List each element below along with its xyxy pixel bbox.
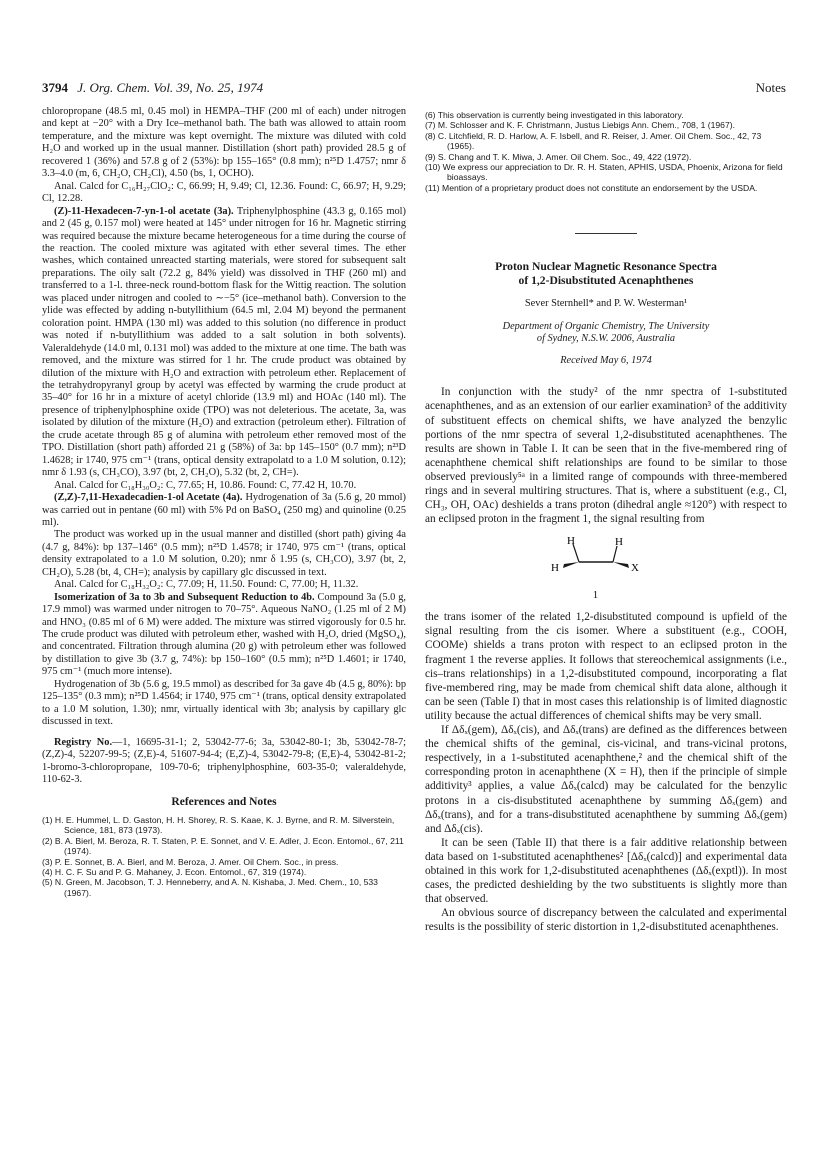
structure-1-drawing — [537, 532, 657, 606]
affiliation-line: of Sydney, N.S.W. 2006, Australia — [536, 333, 676, 345]
paragraph — [42, 592, 406, 679]
journal-citation: J. Org. Chem. Vol. 39, No. 25, 1974 — [77, 80, 264, 95]
section-label: Notes — [755, 80, 786, 95]
paragraph: It can be seen (Table II) that there is a fair additive relationship between data based on 1-substituted acenaphthenes² [Δδₓ(calcd)] and experimental data obtained in this work for 1,2-disubstituted acenaphthenes (Δδₓ(exptl)). In most cases, the predicted deshielding by the two substituents is slightly more than that observed. — [425, 836, 787, 906]
paragraph — [42, 492, 406, 529]
header-left — [42, 80, 263, 96]
article-authors: Sever Sternhell* and P. W. Westerman¹ — [524, 298, 688, 310]
paragraph: If Δδₓ(gem), Δδₓ(cis), and Δδₓ(trans) are defined as the differences between the chemical shifts of the geminal, cis-vicinal, and trans-vicinal protons, respectively, in a 1-substituted acenaphthene,² and the chemical shift of the corresponding proton in acenaphthene (X = H), then if the principle of simple additivity³ applies, a value Δδₓ(calcd) may be calculated for the benzylic protons in a cis-disubstituted acenaphthene by summing Δδₓ(gem) and Δδₓ(trans), and for a trans-disubstituted acenaphthene by summing Δδₓ(gem) and Δδₓ(cis). — [425, 724, 787, 835]
atom-label-x: X — [631, 562, 639, 575]
reference-item: (5) N. Green, M. Jacobson, T. J. Henneberry, and A. N. Kishaba, J. Med. Chem., 10, 533 (1967). — [42, 877, 378, 898]
procedure-text: Triphenylphosphine (43.3 g, 0.165 mol) and 2 (45 g, 0.157 mol) were heated at 145° under nitrogen for 16 hr. Magnetic stirring was required because the mixture became heterogeneous for a time during the course of the reaction. The cooled mixture was agitated with ether several times. The ether washes, which contained unreacted starting materials, were stored for subsequent salt preparations. The oily salt (72.2 g, 84% yield) was dissolved in THF (260 ml) and transferred to a 1-l. three-neck round-bottom flask for the Wittig reaction. The solution was placed under nitrogen and cooled to ∼−5° (ice–methanol bath). Conversion to the ylide was effected by adding n-butyllithium (64.5 ml, 2.04 M) beyond the permanent coloration point. HMPA (130 ml) was added to this solution (no difference in product was noted if n-butyllithium was added to a salt solution in both solvents). Valeraldehyde (14.0 ml, 0.131 mol) was added to the mixture at one time. The bath was removed, and the mixture was stirred for 1 hr. The crude product was obtained by dilution of the mixture with H₂O and extraction with petroleum ether. Replacement of the tetrahydropyranyl group by acetyl was effected by warming the crude product at 35–40° for 16 hr in a mixture of acetyl chloride (13.9 ml) and HOAc (140 ml). The presence of triphenylphosphine oxide (TPO) was not deleterious. The acetate, 3a, was isolated by dilution of the mixture (H₂O) and extraction (petroleum ether). Filtration of the crude acetate through 85 g of alumina with petroleum ether removed most of the TPO. Distillation (short path) afforded 21 g (58%) of 3a: bp 145–150° (0.7 mm); n²³D 1.4628; ir 1740, 975 cm⁻¹ (trans, optical density extrapolatd to a 1.0 M solution, 0.12); nmr δ 1.93 (s, CH₃CO), 3.97 (bt, 2, CH₂O), 5.32 (bt, 2, CH=). — [42, 205, 406, 479]
right-column — [425, 110, 787, 934]
atom-label-h: H — [567, 535, 575, 548]
article-title-line: Proton Nuclear Magnetic Resonance Spectra — [495, 260, 717, 274]
paragraph: chloropropane (48.5 ml, 0.45 mol) in HEMPA–THF (200 ml of each) under nitrogen and kept at −20° with a Dry Ice–methanol bath. The bath was allowed to attain room temperature, and the mixture was kept overnight. The mixture was diluted with cold H₂O and worked up in the usual manner. Distillation (short path) provided 28.5 g of recovered 1 (36%) and 57.8 g of 2 (53%): bp 155–165° (0.8 mm); n²⁵D 1.4757; nmr δ 3.3–4.0 (m, 6, CH₂O, CH₂Cl), 4.50 (bs, 1, OCHO). — [42, 106, 406, 180]
reference-item: (10) We express our appreciation to Dr. R. H. Staten, APHIS, USDA, Phoenix, Arizona for field bioassays. — [425, 162, 783, 183]
article-divider — [575, 233, 637, 234]
page-header — [42, 80, 786, 100]
registry-paragraph — [42, 737, 406, 787]
article-title-line: of 1,2-Disubstituted Acenaphthenes — [518, 274, 694, 288]
registry-text: —1, 16695-31-1; 2, 53042-77-6; 3a, 53042-80-1; 3b, 53042-78-7; (Z,Z)-4, 52207-99-5; (Z,E)-4, 51607-94-4; (E,Z)-4, 53042-79-8; (E,E)-4, 53042-81-2; 1-bromo-3-chloropropane, 109-70-6; triphenylphosphine, 603-35-0; valeraldehyde, 110-62-3. — [42, 736, 407, 786]
paragraph: the trans isomer of the related 1,2-disubstituted compound is upfield of the signal resulting from the cis isomer. Where a substituent (e.g., COOH, COOMe) shields a trans proton with respect to an eclipsed proton in the fragment 1 the reverse applies. It follows that stereochemical assignments (i.e., cis–trans relationships) in a 1,2-disubstituted compound, incorporating a flat five-membered ring, may be made from chemical shift data alone, although it can be seen (Table I) that in most cases this relationship is of limited diagnostic utility because the actual differences of chemical shifts may be very small. — [425, 611, 787, 722]
left-column — [42, 106, 406, 898]
procedure-title: Isomerization of 3a to 3b and Subsequent Reduction to 4b. — [54, 591, 315, 603]
atom-label-h: H — [551, 562, 559, 575]
page-number: 3794 — [42, 80, 68, 95]
reference-item: (2) B. A. Bierl, M. Beroza, R. T. Staten, P. E. Sonnet, and V. E. Adler, J. Econ. Entomol., 67, 211 (1974). — [42, 835, 404, 857]
reference-item: (9) S. Chang and T. K. Miwa, J. Amer. Oil Chem. Soc., 49, 422 (1972). — [425, 151, 692, 162]
procedure-text: Hydrogenation of 3a (5.6 g, 20 mmol) was carried out in pentane (60 ml) with 5% Pd on BaSO₄ (250 mg) and quinoline (0.25 ml). — [42, 492, 406, 528]
paragraph: In conjunction with the study² of the nmr spectra of 1-substituted acenaphthenes, and as an extension of our earlier examination³ of the additivity of substituent effects on chemical shifts, we have analyzed the benzylic portions of the nmr spectra of several 1,2-disubstituted acenaphthenes. The results are shown in Table I. It can be seen that in the five-membered ring of acenaphthene chemical shift relationships are found to be similar to those observed previously⁵ᵃ in a limited range of compounds with three-membered rings and in several multiring structures. That is, where a substituent (e.g., Cl, CH₃, OH, OAc) deshields a trans proton (dihedral angle ≈120°) with respect to an eclipsed proton in the fragment 1, the signal resulting from — [425, 386, 787, 526]
references-list-continued — [425, 110, 787, 193]
article-affiliation — [425, 321, 787, 346]
paragraph: An obvious source of discrepancy between the calculated and experimental results is the possibility of steric distortion in 1,2-disubstituted acenaphthenes. — [425, 907, 787, 934]
analysis-line: Anal. Calcd for C₁₈H₃₀O₂: C, 77.65; H, 10.86. Found: C, 77.42 H, 10.70. — [54, 479, 357, 491]
received-date: Received May 6, 1974 — [560, 354, 652, 366]
atom-label-h: H — [615, 536, 623, 549]
paragraph — [42, 206, 406, 480]
article-body — [425, 385, 787, 934]
reference-item: (1) H. E. Hummel, L. D. Gaston, H. H. Shorey, R. S. Kaae, K. J. Byrne, and R. M. Silverstein, Science, 181, 873 (1973). — [42, 814, 395, 836]
reference-item: (6) This observation is currently being investigated in this laboratory. — [425, 110, 684, 120]
procedure-title: (Z)-11-Hexadecen-7-yn-1-ol acetate (3a). — [54, 205, 234, 217]
references-heading: References and Notes — [171, 796, 277, 809]
analysis-line: Anal. Calcd for C₁₆H₂₇ClO₂: C, 66.99; H, 9.49; Cl, 12.36. Found: C, 66.97; H, 9.29; Cl, 12.28. — [42, 180, 406, 205]
wedge-bond — [563, 562, 579, 568]
affiliation-line: Department of Organic Chemistry, The University — [502, 320, 710, 332]
reference-item: (3) P. E. Sonnet, B. A. Bierl, and M. Beroza, J. Amer. Oil Chem. Soc., in press. — [42, 856, 339, 867]
reference-item: (11) Mention of a proprietary product does not constitute an endorsement by the USDA. — [425, 182, 758, 193]
paragraph: The product was worked up in the usual manner and distilled (short path) giving 4a (4.7 g, 84%): bp 137–146° (0.5 mm); n²⁵D 1.4578; ir 1740, 975 cm⁻¹ (trans, optical density extrapolated to a 1.0 M solution, 0.20); nmr δ 1.95 (s, CH₃CO), 3.97 (bt, 2, CH₂O), 5.28 (bt, 4, CH=); analysis by capillary glc discussed in text. — [42, 529, 406, 578]
procedure-text: Compound 3a (5.0 g, 17.9 mmol) was warmed under nitrogen to 70–75°. Aqueous NaNO₂ (1.25 ml of 2 M) and HNO₃ (0.85 ml of 6 M) were added. The mixture was stirred vigorously for 0.5 hr. The crude product was diluted with petroleum ether, washed with H₂O, dried (MgSO₄), and concentrated. Filtration through alumina (20 g) with petroleum ether was followed by distillation to give 3b (3.7 g, 74%): bp 150–160° (0.5 mm); n²⁵D 1.4601; ir 1740, 975 cm⁻¹ (much more intense). — [42, 591, 406, 678]
paragraph: Hydrogenation of 3b (5.6 g, 19.5 mmol) as described for 3a gave 4b (4.5 g, 80%): bp 125–135° (0.3 mm); n²⁵D 1.4564; ir 1740, 975 cm⁻¹ (trans, optical density extrapolated to a 1.0 M solution, 1.30); nmr, virtually identical with 3b; analysis by capillary glc discussed in text. — [42, 678, 406, 728]
structure-number: 1 — [593, 590, 598, 602]
analysis-line: Anal. Calcd for C₁₈H₃₂O₂: C, 77.09; H, 11.50. Found: C, 77.00; H, 11.32. — [54, 579, 359, 591]
references-list — [42, 815, 406, 898]
reference-item: (8) C. Litchfield, R. D. Harlow, A. F. Isbell, and R. Reiser, J. Amer. Oil Chem. Soc., 42, 73 (1965). — [425, 130, 762, 152]
structure-1-figure — [425, 532, 787, 606]
wedge-bond — [613, 562, 629, 568]
registry-label: Registry No. — [54, 736, 113, 748]
bond-to-h — [613, 546, 617, 562]
reference-item: (4) H. C. F. Su and P. G. Mahaney, J. Econ. Entomol., 67, 319 (1974). — [42, 866, 307, 877]
article-title — [425, 260, 787, 288]
reference-item: (7) M. Schlosser and K. F. Christmann, Justus Liebigs Ann. Chem., 708, 1 (1967). — [425, 120, 735, 131]
procedure-title: (Z,Z)-7,11-Hexadecadien-1-ol Acetate (4a). — [54, 492, 243, 504]
